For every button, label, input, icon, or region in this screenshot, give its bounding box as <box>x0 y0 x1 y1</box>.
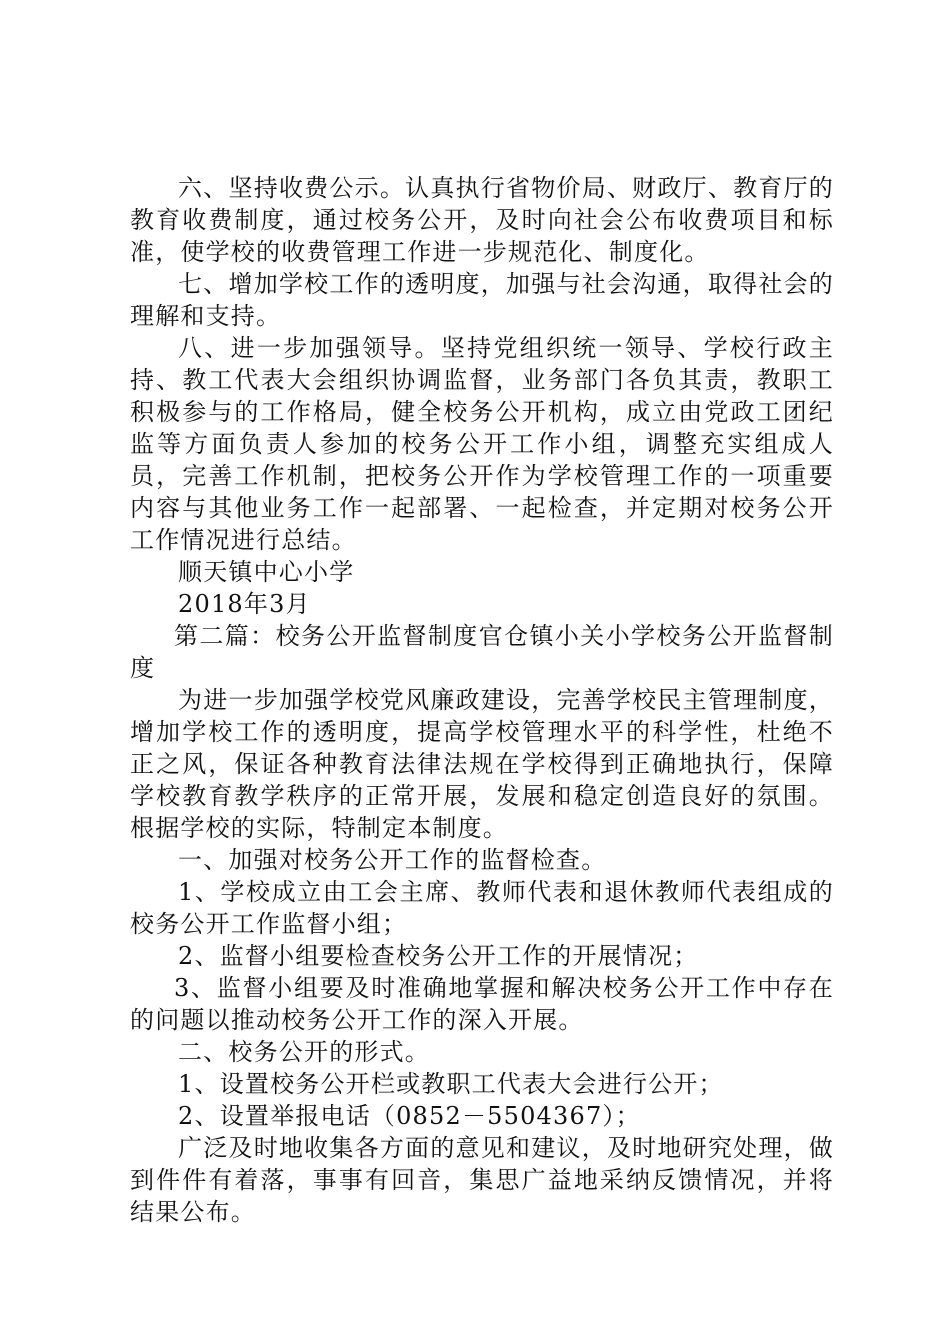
signature-date: 2018年3月 <box>178 590 311 618</box>
paragraph-intro: 为进一步加强学校党风廉政建设，完善学校民主管理制度，增加学校工作的透明度，提高学校管理水平的科学性，杜绝不正之风，保证各种教育法律法规在学校得到正确地执行，保障学校教育教学秩序的正常开展，发展和稳定创造良好的氛围。根据学校的实际，特制定本制度。 <box>130 686 834 842</box>
section-heading-part-two: 第二篇：校务公开监督制度官仓镇小关小学校务公开监督制度 <box>130 622 834 682</box>
heading-forms: 二、校务公开的形式。 <box>178 1038 430 1066</box>
list-item-3: 3、监督小组要及时准确地掌握和解决校务公开工作中存在的问题以推动校务公开工作的深入开展。 <box>130 974 834 1034</box>
heading-supervision: 一、加强对校务公开工作的监督检查。 <box>178 846 607 874</box>
paragraph-item-6-fee-disclosure: 六、坚持收费公示。认真执行省物价局、财政厅、教育厅的教育收费制度，通过校务公开，及时向社会公布收费项目和标准，使学校的收费管理工作进一步规范化、制度化。 <box>130 174 834 266</box>
list-item-2: 2、监督小组要检查校务公开工作的开展情况； <box>178 942 699 970</box>
list-item-1: 1、学校成立由工会主席、教师代表和退休教师代表组成的校务公开工作监督小组； <box>130 878 834 938</box>
paragraph-feedback: 广泛及时地收集各方面的意见和建议，及时地研究处理，做到件件有着落，事事有回音，集思广益地采纳反馈情况，并将结果公布。 <box>130 1134 834 1226</box>
form-item-1: 1、设置校务公开栏或教职工代表大会进行公开； <box>178 1070 724 1098</box>
form-item-2-hotline: 2、设置举报电话（0852－5504367）； <box>178 1102 641 1130</box>
paragraph-item-8-leadership: 八、进一步加强领导。坚持党组织统一领导、学校行政主持、教工代表大会组织协调监督，业务部门各负其责，教职工积极参与的工作格局，健全校务公开机构，成立由党政工团纪监等方面负责人参加的校务公开工作小组，调整充实组成人员，完善工作机制，把校务公开作为学校管理工作的一项重要内容与其他业务工作一起部署、一起检查，并定期对校务公开工作情况进行总结。 <box>130 334 834 554</box>
signature-school-name: 顺天镇中心小学 <box>178 558 355 586</box>
paragraph-item-7-transparency: 七、增加学校工作的透明度，加强与社会沟通，取得社会的理解和支持。 <box>130 270 834 330</box>
